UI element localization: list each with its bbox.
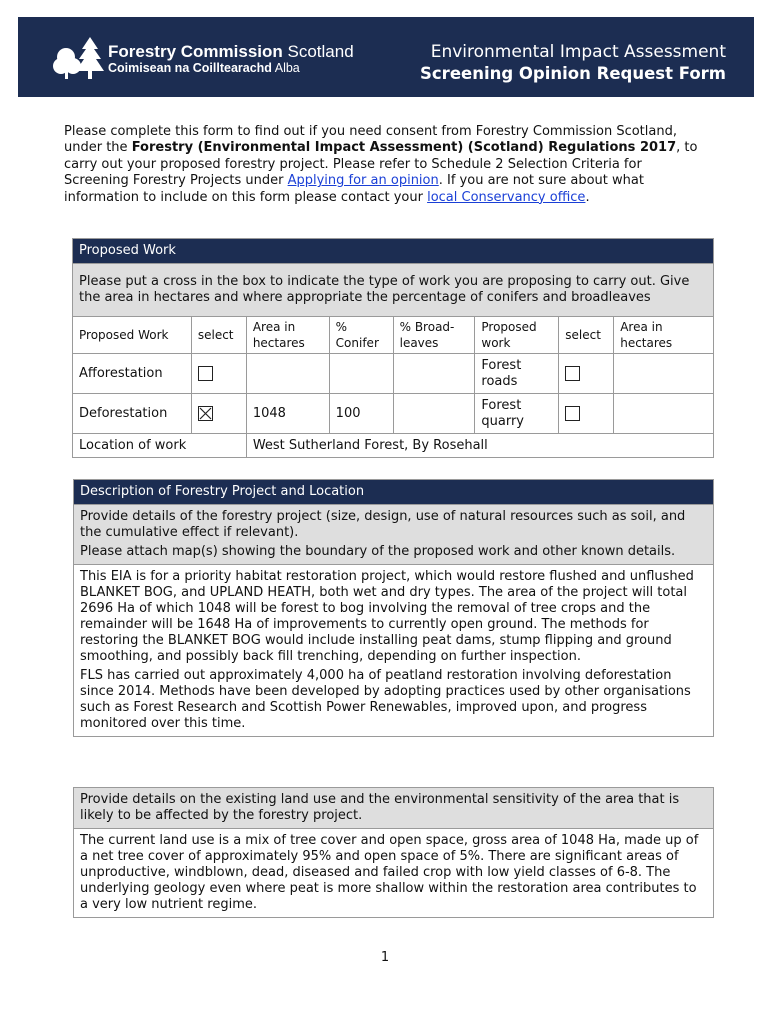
area-cell[interactable]: 1048	[246, 394, 329, 434]
column-header: Area in hectares	[614, 317, 714, 354]
column-header: Proposed Work	[73, 317, 192, 354]
column-header: % Conifer	[329, 317, 393, 354]
intro-text: Please complete this form to find out if you need consent from Forestry Commission Scotland, under the Forestry (Environmental Impact Assessment) (Scotland) Regulations 2017, to carry out your proposed forestry project. Please refer to Schedule 2 Selection Criteria for Screening Forestry Projects under Applying for an opinion. If you are not sure about what information to include on this form please contact your local Conservancy office.	[64, 124, 698, 205]
section-header: Proposed Work	[73, 239, 714, 264]
description-answer[interactable]: This EIA is for a priority habitat restoration project, which would restore flushed and unflushed BLANKET BOG, and UPLAND HEATH, both wet and dry types. The area of the project will total 2696 Ha of which 1048 will be forest to bog involving the removal of tree crops and the remainder will be 1648 Ha of improvements to currently open ground. The methods for restoring the BLANKET BOG would include installing peat dams, stump flipping and ground smoothing, and possibly back fill trenching, depending on further inspection. FLS has carried out approximately 4,000 ha of peatland restoration involving deforestation since 2014. Methods have been developed by adopting practices used by other organisations such as Forest Research and Scottish Power Renewables, improved upon, and progress monitored over this time.	[74, 565, 714, 737]
location-value[interactable]: West Sutherland Forest, By Rosehall	[246, 434, 713, 458]
applying-for-opinion-link[interactable]: Applying for an opinion	[287, 173, 439, 189]
column-header: % Broad-leaves	[393, 317, 475, 354]
instruction: Provide details on the existing land use and the environmental sensitivity of the area that is likely to be affected by the forestry project.	[74, 788, 714, 829]
work-type-forest-roads: Forest roads	[475, 354, 559, 394]
broadleaves-cell[interactable]	[393, 354, 475, 394]
proposed-work-table	[72, 238, 714, 458]
area-cell[interactable]	[614, 354, 714, 394]
column-header: select	[559, 317, 614, 354]
column-header: select	[191, 317, 246, 354]
tree-logo-icon	[52, 35, 104, 81]
instruction: Please put a cross in the box to indicate the type of work you are proposing to carry out. Give the area in hectares and where appropriate the percentage of conifers and broadleaves	[73, 264, 714, 317]
forest-roads-checkbox[interactable]	[565, 366, 580, 381]
conifer-cell[interactable]	[329, 354, 393, 394]
instruction: Provide details of the forestry project (size, design, use of natural resources such as soil, and the cumulative effect if relevant). Please attach map(s) showing the boundary of the proposed work and other known details.	[74, 505, 714, 565]
section-header: Description of Forestry Project and Location	[74, 480, 714, 505]
conservancy-office-link[interactable]: local Conservancy office	[427, 189, 586, 205]
description-table	[73, 479, 714, 737]
land-use-table	[73, 787, 714, 918]
location-label: Location of work	[73, 434, 247, 458]
column-header: Area in hectares	[246, 317, 329, 354]
cross-mark-icon	[199, 407, 212, 420]
land-use-answer[interactable]: The current land use is a mix of tree cover and open space, gross area of 1048 Ha, made up of a net tree cover of approximately 95% and open space of 5%. There are significant areas of unproductive, windblown, dead, diseased and failed crop with low yield classes of 6-8. The underlying geology even where peat is more shallow within the restoration area contributes to a very low nutrient regime.	[74, 829, 714, 918]
header-banner	[18, 17, 754, 97]
table-row	[73, 354, 714, 394]
table-row	[73, 394, 714, 434]
area-cell[interactable]	[614, 394, 714, 434]
area-cell[interactable]	[246, 354, 329, 394]
work-type-deforestation: Deforestation	[73, 394, 192, 434]
broadleaves-cell[interactable]	[393, 394, 475, 434]
deforestation-checkbox[interactable]	[198, 406, 213, 421]
conifer-cell[interactable]: 100	[329, 394, 393, 434]
column-header: Proposed work	[475, 317, 559, 354]
work-type-afforestation: Afforestation	[73, 354, 192, 394]
page-number: 1	[380, 950, 390, 965]
brand-name: Forestry Commission Scotland Coimisean na Coilltearachd Alba	[108, 42, 354, 75]
afforestation-checkbox[interactable]	[198, 366, 213, 381]
work-type-forest-quarry: Forest quarry	[475, 394, 559, 434]
forest-quarry-checkbox[interactable]	[565, 406, 580, 421]
form-title: Environmental Impact Assessment Screening Opinion Request Form	[420, 42, 726, 83]
